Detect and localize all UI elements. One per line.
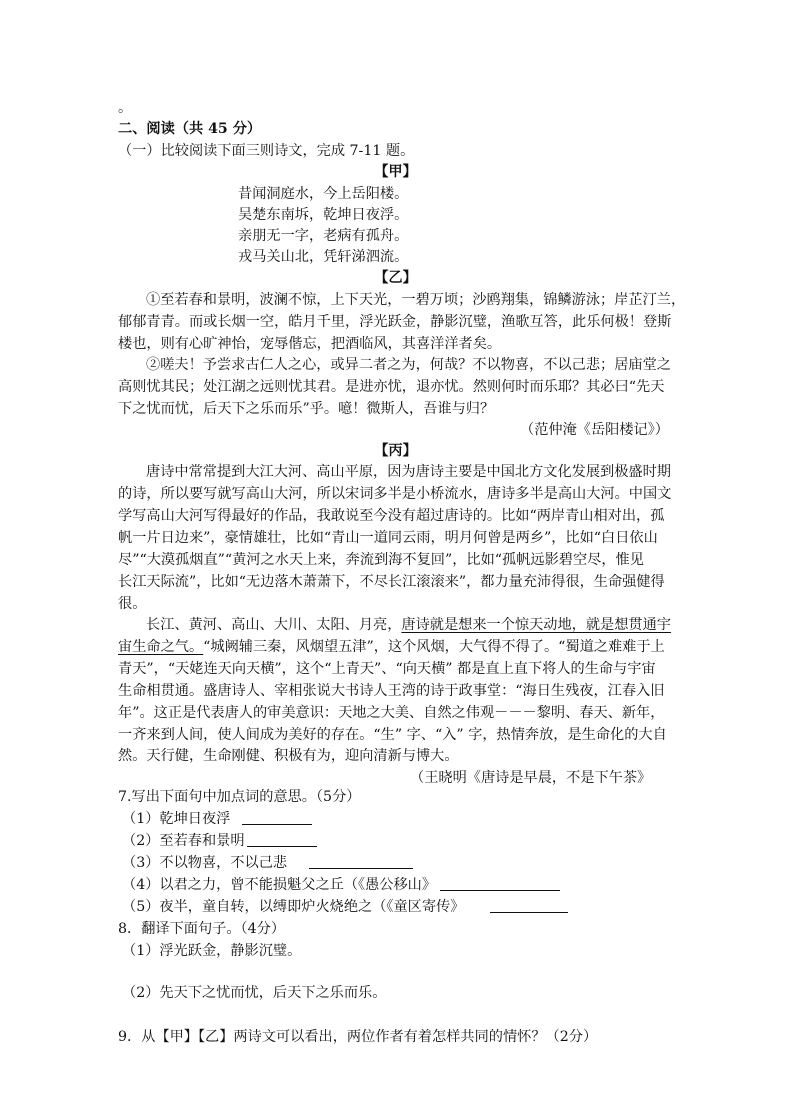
bing-line: 尽”“大漠孤烟直”“黄河之水天上来，奔流到海不复回”，比如“孤帆远影碧空尽，惟见 (118, 552, 644, 568)
section-title: 二、阅读（共 45 分） (118, 121, 262, 137)
q8-title: 8．翻译下面句子。（4分） (118, 921, 286, 937)
answer-blank[interactable] (490, 898, 568, 913)
jia-line: 吴楚东南坼，乾坤日夜浮。 (238, 207, 409, 223)
answer-blank[interactable] (440, 876, 560, 891)
bing-line: 帆一片日边来”，豪情雄壮，比如“青山一道同云雨，明月何曾是两乡”，比如“白日依山 (118, 530, 658, 546)
bing-line: 学写高山大河写得最好的作品，我敢说至今没有超过唐诗的。比如“两岸青山相对出，孤 (118, 508, 665, 524)
underlined-sentence: 唐诗就是想来一个惊天动地，就是想贯通宇 (401, 617, 671, 633)
bing-line: 唐诗中常常提到大江大河、高山平原，因为唐诗主要是中国北方文化发展到极盛时期 (146, 464, 671, 480)
jia-line: 昔闻洞庭水，今上岳阳楼。 (238, 186, 409, 202)
q7-title: 7.写出下面句中加点词的意思。（5分） (118, 789, 361, 805)
bing-label: 【丙】 (374, 443, 417, 459)
q8-item: （2）先天下之忧而忧，后天下之乐而乐。 (122, 985, 387, 1001)
q7-item (122, 808, 312, 830)
bing-line: 生命相贯通。盛唐诗人、宰相张说大书诗人王湾的诗于政事堂：“海日生残夜，江春入旧 (118, 683, 665, 699)
yi-line: ①至若春和景明，波澜不惊，上下天光，一碧万顷；沙鸥翔集，锦鳞游泳；岸芷汀兰， (146, 292, 686, 308)
top-mark: 。 (118, 100, 133, 116)
yi-line: 高则忧其民；处江湖之远则忧其君。是进亦忧，退亦忧。然则何时而乐耶？其必曰“先天 (118, 379, 665, 395)
jia-line: 亲朋无一字，老病有孤舟。 (238, 228, 409, 244)
bing-line: 长江天际流”，比如“无边落木萧萧下，不尽长江滚滚来”，都力量充沛得很，生命强健得 (118, 574, 665, 590)
q7-item-text: （3）不以物喜，不以己悲 (122, 855, 288, 871)
yi-line: 郁郁青青。而或长烟一空，皓月千里，浮光跃金，静影沉璧，渔歌互答，此乐何极！登斯 (118, 314, 672, 330)
q7-item-text: （4）以君之力，曾不能损魁父之丘（《愚公移山》 (122, 877, 437, 893)
q7-item (122, 874, 560, 896)
bing-line: 的诗，所以要写就写高山大河，所以宋词多半是小桥流水，唐诗多半是高山大河。中国文 (118, 486, 672, 502)
yi-line: 楼也，则有心旷神怡，宠辱偕忘，把酒临风，其喜洋洋者矣。 (118, 336, 502, 352)
bing-source: （王晓明《唐诗是早晨，不是下午茶》 (410, 770, 652, 786)
q7-item-text: （5）夜半，童自转，以缚即炉火烧绝之（《童区寄传》 (122, 899, 465, 915)
bing-line (118, 636, 665, 658)
jia-label: 【甲】 (374, 164, 417, 180)
q7-item (122, 852, 413, 874)
reading-intro: （一）比较阅读下面三则诗文，完成 7-11 题。 (118, 143, 415, 159)
bing-line: 一齐来到人间，使人间成为美好的存在。“生” 字、“入” 字，热情奔放，是生命化的大自 (118, 727, 667, 743)
yi-line: 下之忧而忧，后天下之乐而乐”乎。噫！微斯人，吾谁与归？ (118, 401, 495, 417)
answer-blank[interactable] (242, 810, 312, 825)
yi-label: 【乙】 (374, 270, 417, 286)
bing-text: 长江、黄河、高山、大川、太阳、月亮， (146, 617, 402, 633)
bing-line: 很。 (118, 596, 147, 612)
q7-item (122, 896, 568, 918)
bing-line (146, 614, 671, 636)
bing-text: “城阙辅三秦，风烟望五津”，这个风烟，大气得不得了。“蜀道之难难于上 (203, 639, 665, 655)
yi-line: ②嗟夫！予尝求古仁人之心，或异二者之为，何哉？不以物喜，不以己悲；居庙堂之 (146, 357, 671, 373)
q7-item-text: （1）乾坤日夜浮 (122, 811, 231, 827)
bing-line: 青天”，“天姥连天向天横”，这个“上青天”、“向天横” 都是直上直下将人的生命与宇宙 (118, 661, 656, 677)
jia-line: 戎马关山北，凭轩涕泗流。 (238, 249, 409, 265)
q7-item-text: （2）至若春和景明 (122, 833, 245, 849)
answer-blank[interactable] (309, 854, 413, 869)
answer-blank[interactable] (247, 832, 317, 847)
underlined-sentence: 宙生命之气。 (118, 639, 204, 655)
q8-item: （1）浮光跃金，静影沉璧。 (122, 943, 302, 959)
q9-title: 9．从【甲】【乙】两诗文可以看出，两位作者有着怎样共同的情怀？（2分） (118, 1029, 598, 1045)
yi-source: （范仲淹《岳阳楼记》） (520, 422, 669, 438)
q7-item (122, 830, 317, 852)
bing-line: 然。天行健，生命刚健、积极有为，迎向清新与博大。 (118, 748, 459, 764)
bing-line: 年”。这正是代表唐人的审美意识：天地之大美、自然之伟观－－－黎明、春天、新年， (118, 705, 665, 721)
